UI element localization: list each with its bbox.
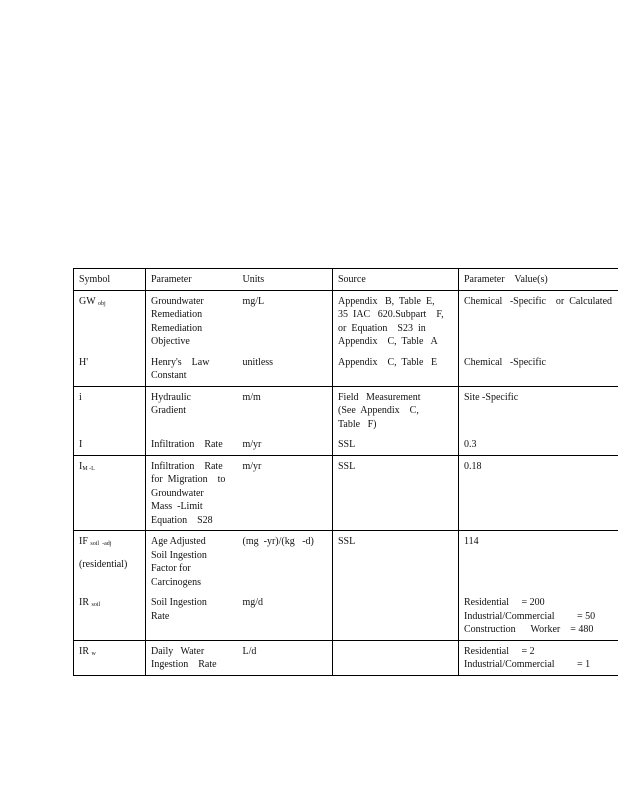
parameter-table xyxy=(73,268,618,676)
symbol-qualifier: (residential) xyxy=(79,558,128,570)
parameter-cell: Groundwater Remediation Remediation Objective xyxy=(151,295,204,347)
parameter-cell: Hydraulic Gradient xyxy=(151,391,191,416)
symbol-text: IF xyxy=(79,536,88,547)
symbol-text: GW xyxy=(79,295,96,307)
units-cell: mg/d xyxy=(238,592,333,640)
parameter-cell: Age Adjusted Soil Ingestion Factor for Carcinogens xyxy=(151,536,207,588)
table-row xyxy=(74,592,618,640)
units-cell: (mg -yr)/(kg -d) xyxy=(238,531,333,593)
source-cell: SSL xyxy=(333,434,459,455)
symbol-subscript: w xyxy=(91,650,96,657)
symbol-text: IR xyxy=(79,597,89,608)
units-cell: mg/L xyxy=(238,290,333,352)
units-cell: m/yr xyxy=(238,455,333,531)
table-row xyxy=(74,434,618,455)
header-value: Parameter Value(s) xyxy=(459,269,618,291)
table-row xyxy=(74,290,618,352)
header-source: Source xyxy=(333,269,459,291)
symbol-cell xyxy=(74,531,146,593)
value-cell: Residential = 2 Industrial/Commercial = 1 xyxy=(459,640,618,675)
parameter-cell: Infiltration Rate xyxy=(146,434,238,455)
symbol-subscript: obj xyxy=(97,300,106,307)
symbol-subscript: soil -adj xyxy=(90,541,112,547)
units-cell: L/d xyxy=(238,640,333,675)
parameter-cell: Henry's Law Constant xyxy=(146,352,238,387)
symbol-cell: I xyxy=(74,434,146,455)
symbol-cell xyxy=(74,290,146,352)
table-row xyxy=(74,531,618,593)
symbol-subscript: M -L xyxy=(82,465,95,472)
header-units: Units xyxy=(238,269,333,291)
source-cell: Appendix C, Table E xyxy=(333,352,459,387)
parameter-cell: Daily Water Ingestion Rate xyxy=(146,640,238,675)
source-cell xyxy=(333,592,459,640)
table-header-row xyxy=(74,269,618,291)
symbol-cell xyxy=(74,640,146,675)
value-cell: Residential = 200 Industrial/Commercial = 50 Construction Worker = 480 xyxy=(459,592,618,640)
value-cell: 0.3 xyxy=(459,434,618,455)
symbol-subscript: soil xyxy=(91,602,101,608)
table-row xyxy=(74,640,618,675)
header-symbol: Symbol xyxy=(74,269,146,291)
source-cell: SSL xyxy=(333,455,459,531)
symbol-text: I xyxy=(79,460,83,472)
symbol-cell xyxy=(74,592,146,640)
symbol-cell: i xyxy=(74,386,146,434)
units-cell: m/m xyxy=(238,386,333,434)
source-cell: Field Measurement (See Appendix C, Table F) xyxy=(338,391,421,430)
source-cell xyxy=(333,640,459,675)
value-cell: Chemical -Specific or Calculated xyxy=(459,290,618,352)
parameter-cell: Infiltration Rate for Migration to Groundwater Mass -Limit Equation S28 xyxy=(146,455,238,531)
table-row xyxy=(74,352,618,387)
symbol-cell xyxy=(74,455,146,531)
symbol-text: IR xyxy=(79,645,89,657)
units-cell: unitless xyxy=(238,352,333,387)
value-cell: 114 xyxy=(459,531,618,593)
source-cell: Appendix B, Table E, 35 IAC 620.Subpart F, or Equation S23 in Appendix C, Table A xyxy=(338,295,444,347)
value-cell: Chemical -Specific xyxy=(459,352,618,387)
table-row xyxy=(74,455,618,531)
header-parameter: Parameter xyxy=(146,269,238,291)
parameter-cell: Soil Ingestion Rate xyxy=(146,592,238,640)
table-row xyxy=(74,386,618,434)
value-cell: Site -Specific xyxy=(459,386,618,434)
units-cell: m/yr xyxy=(238,434,333,455)
source-cell: SSL xyxy=(338,536,356,547)
value-cell: 0.18 xyxy=(459,455,618,531)
symbol-cell: H' xyxy=(74,352,146,387)
